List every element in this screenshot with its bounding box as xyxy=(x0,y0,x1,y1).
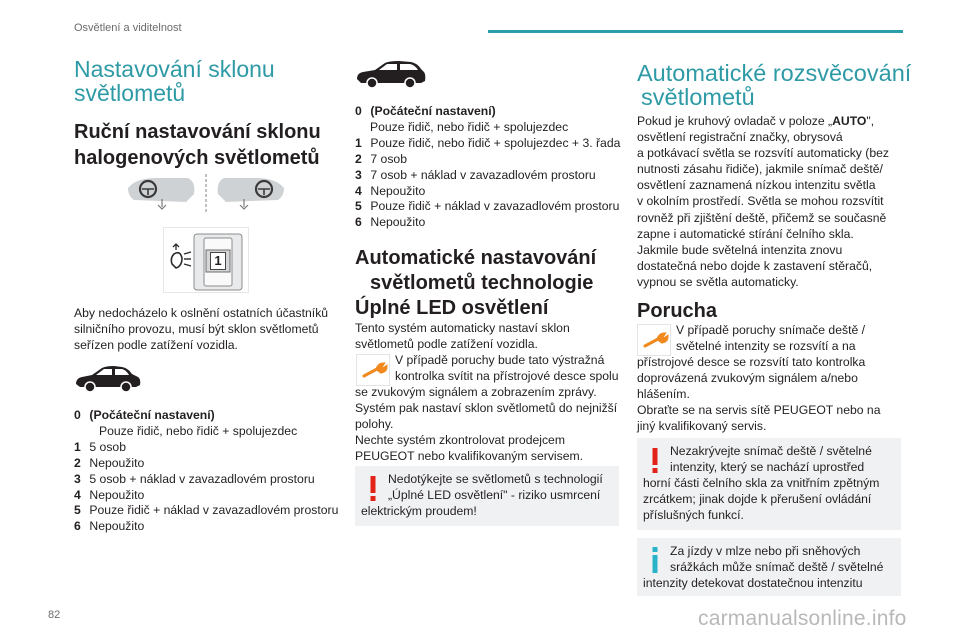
subsection-title-full-led xyxy=(355,246,596,321)
list-item xyxy=(74,408,338,424)
list-text: Nepoužito xyxy=(89,455,145,470)
list-text: (Počáteční nastavení) xyxy=(89,408,215,422)
list-item xyxy=(74,440,338,456)
note-box-fog-info xyxy=(637,538,901,596)
text-line: Za jízdy v mlze nebo při sněhových xyxy=(670,544,861,558)
list-item xyxy=(355,152,620,168)
text-line: osvětlení zaznamená nízkou intenzitu světla xyxy=(637,178,876,193)
watermark: carmanualsonline.info xyxy=(698,607,907,630)
list-num: 5 xyxy=(355,199,362,214)
list-item xyxy=(74,519,338,535)
title-line: Nastavování sklonu xyxy=(74,56,275,82)
subsection-title-manual-leveling xyxy=(74,119,321,171)
list-text: Pouze řidič + náklad v zavazadlovém prostoru xyxy=(89,503,339,518)
text-line: a potkávací světla se rozsvítí automaticky (bez xyxy=(637,146,889,161)
list-text: (Počáteční nastavení) xyxy=(370,104,496,118)
text-line: světelné intenzity se rozsvítí a na xyxy=(676,339,856,354)
title-line: Automatické rozsvěcování xyxy=(637,60,912,86)
car-suv-icon xyxy=(355,60,427,90)
text-line: Nechte systém zkontrolovat prodejcem xyxy=(355,433,565,448)
text-line: nutnosti zásahu řidiče), jakmile snímač deště/ xyxy=(637,162,883,177)
text-line: Jakmile bude světelná intenzita znovu xyxy=(637,242,843,257)
text-line: světlometů podle zatížení vozidla. xyxy=(355,337,538,352)
subsection-title-fault: Porucha xyxy=(637,300,718,322)
car-hatchback-icon xyxy=(74,364,142,394)
list-text: Pouze řidič, nebo řidič + spolujezdec + 3. řada xyxy=(370,135,621,150)
list-text: 5 osob + náklad v zavazadlovém prostoru xyxy=(89,471,315,486)
text-line: silničního provozu, musí být sklon světlometů xyxy=(74,322,319,337)
text-line: se zvukovým signálem a zobrazením zprávy. xyxy=(355,385,597,399)
list-num: 1 xyxy=(74,439,81,454)
headlamp-icon xyxy=(171,253,182,268)
text-line: Obraťte se na servis sítě PEUGEOT nebo na xyxy=(637,403,881,418)
list-num: 1 xyxy=(355,135,362,150)
list-text: 5 osob xyxy=(89,439,126,454)
list-item xyxy=(355,184,620,200)
text-line: Aby nedocházelo k oslnění ostatních účastníků xyxy=(74,306,329,320)
text-line: PEUGEOT nebo kvalifikovaným servisem. xyxy=(355,449,584,464)
text-line: doprovázená zvukovým signálem a/nebo xyxy=(637,371,858,386)
text-line: „Úplné LED osvětlení" - riziko usmrcení xyxy=(388,488,601,502)
title-line: Automatické nastavování xyxy=(355,247,597,269)
note-box-sensor xyxy=(637,438,901,530)
text-line: intenzity detekovat dostatečnou intenzitu xyxy=(643,576,863,590)
leveling-dial-image xyxy=(163,227,249,293)
text-line: horní části čelního skla za vnitřním zpětným xyxy=(643,476,880,490)
list-text: Nepoužito xyxy=(370,183,426,198)
list-text: 7 osob + náklad v zavazadlovém prostoru xyxy=(370,167,596,182)
list-item xyxy=(74,503,338,519)
text-line: kontrolka svítit na přístrojové desce spolu xyxy=(395,369,619,384)
title-line: světlometů technologie xyxy=(370,272,594,294)
text-line: zrcátkem; jinak dojde k přerušení ovládání xyxy=(643,492,872,506)
text-line: Nezakrývejte snímač deště / světelné xyxy=(670,444,872,458)
title-line: Ruční nastavování sklonu xyxy=(74,121,321,143)
section-title-headlamp-leveling xyxy=(74,57,275,105)
text-line: intenzity, který se nachází uprostřed xyxy=(670,460,865,474)
list-text: Nepoužito xyxy=(89,519,145,534)
page-number: 82 xyxy=(48,609,61,621)
text-line: V případě poruchy snímače deště / xyxy=(676,323,866,337)
list-num: 4 xyxy=(355,183,362,198)
list-num: 4 xyxy=(74,487,81,502)
text-line: zapne i automatické stírání čelního skla. xyxy=(637,226,854,241)
section-title-auto-lights xyxy=(637,61,911,109)
warning-text xyxy=(395,352,619,384)
list-item xyxy=(355,215,620,231)
text-line: dostatečná nebo dojde k zastavení stěračů, xyxy=(637,258,873,273)
list-item: Pouze řidič, nebo řidič + spolujezdec xyxy=(99,423,298,438)
wrench-warning-icon xyxy=(637,324,671,356)
title-line: halogenových světlometů xyxy=(74,147,320,169)
list-num: 5 xyxy=(74,503,81,518)
list-num: 2 xyxy=(74,455,81,470)
list-item: Pouze řidič, nebo řidič + spolujezdec xyxy=(370,119,569,134)
load-list-hatchback xyxy=(74,408,338,535)
load-list-suv xyxy=(355,104,620,231)
text-line: V případě poruchy bude tato výstražná xyxy=(395,353,605,367)
list-num: 3 xyxy=(355,167,362,182)
text-line: vypnou se světla automaticky. xyxy=(637,274,799,289)
paragraph-led-fault xyxy=(355,384,617,464)
header-accent-rule xyxy=(488,30,903,33)
list-text: Nepoužito xyxy=(89,487,145,502)
list-item xyxy=(355,168,620,184)
text-line xyxy=(637,113,889,129)
info-icon xyxy=(651,547,659,573)
text-line: příslušných funkcí. xyxy=(643,508,744,522)
list-text: 7 osob xyxy=(370,151,407,166)
text-line: Systém pak nastaví sklon světlometů do nejnižší xyxy=(355,401,618,416)
list-item xyxy=(355,199,620,215)
title-line: Úplné LED osvětlení xyxy=(355,297,549,319)
title-line: světlometů xyxy=(74,80,186,106)
running-header: Osvětlení a viditelnost xyxy=(74,22,182,34)
list-num: 3 xyxy=(74,471,81,486)
paragraph-auto-lights xyxy=(637,113,889,290)
text-part: ", xyxy=(866,114,875,128)
list-text: Pouze řidič + náklad v zavazadlovém prostoru xyxy=(370,199,620,214)
list-item xyxy=(355,136,620,152)
text-line: přístrojové desce se rozsvítí tato kontrolka xyxy=(637,355,866,369)
text-line: hlášením. xyxy=(637,387,690,402)
list-text: Nepoužito xyxy=(370,215,426,230)
text-line: jiný kvalifikovaný servis. xyxy=(637,419,767,434)
exclamation-warning-icon xyxy=(369,476,377,502)
list-item xyxy=(355,104,620,120)
headlamp-illustration xyxy=(126,172,286,216)
text-line: srážkách může snímač deště / světelné xyxy=(670,560,884,574)
text-line: Nedotýkejte se světlometů s technologií xyxy=(388,472,603,486)
list-num: 6 xyxy=(74,519,81,534)
paragraph-glare xyxy=(74,305,344,353)
list-item xyxy=(74,472,338,488)
paragraph-led-system xyxy=(355,320,570,352)
wrench-warning-icon xyxy=(356,354,390,386)
text-line: osvětlení registrační značky, obrysová xyxy=(637,130,843,145)
fault-warning-text xyxy=(676,322,865,354)
text-line: Tento systém automaticky nastaví sklon xyxy=(355,321,570,335)
title-line: světlometů xyxy=(641,84,755,110)
list-num: 2 xyxy=(355,151,362,166)
note-box-danger xyxy=(355,466,619,526)
text-part: Pokud je kruhový ovladač v poloze „ xyxy=(637,114,833,128)
list-num: 6 xyxy=(355,215,362,230)
text-line: elektrickým proudem! xyxy=(361,504,477,518)
list-num: 0 xyxy=(74,408,81,422)
text-line: seřízen podle zatížení vozidla. xyxy=(74,338,238,353)
text-line: v okolním prostředí. Světla se mohou rozsvítit xyxy=(637,194,884,209)
dial-number-label: 1 xyxy=(210,252,226,270)
auto-keyword: AUTO xyxy=(832,114,867,128)
paragraph-fault xyxy=(637,354,880,434)
text-line: polohy. xyxy=(355,417,394,432)
list-item xyxy=(74,456,338,472)
list-num: 0 xyxy=(355,104,362,118)
text-line: rovněž při zjištění deště, přičemž se současně xyxy=(637,210,887,225)
exclamation-warning-icon xyxy=(651,448,659,474)
list-item xyxy=(74,488,338,504)
